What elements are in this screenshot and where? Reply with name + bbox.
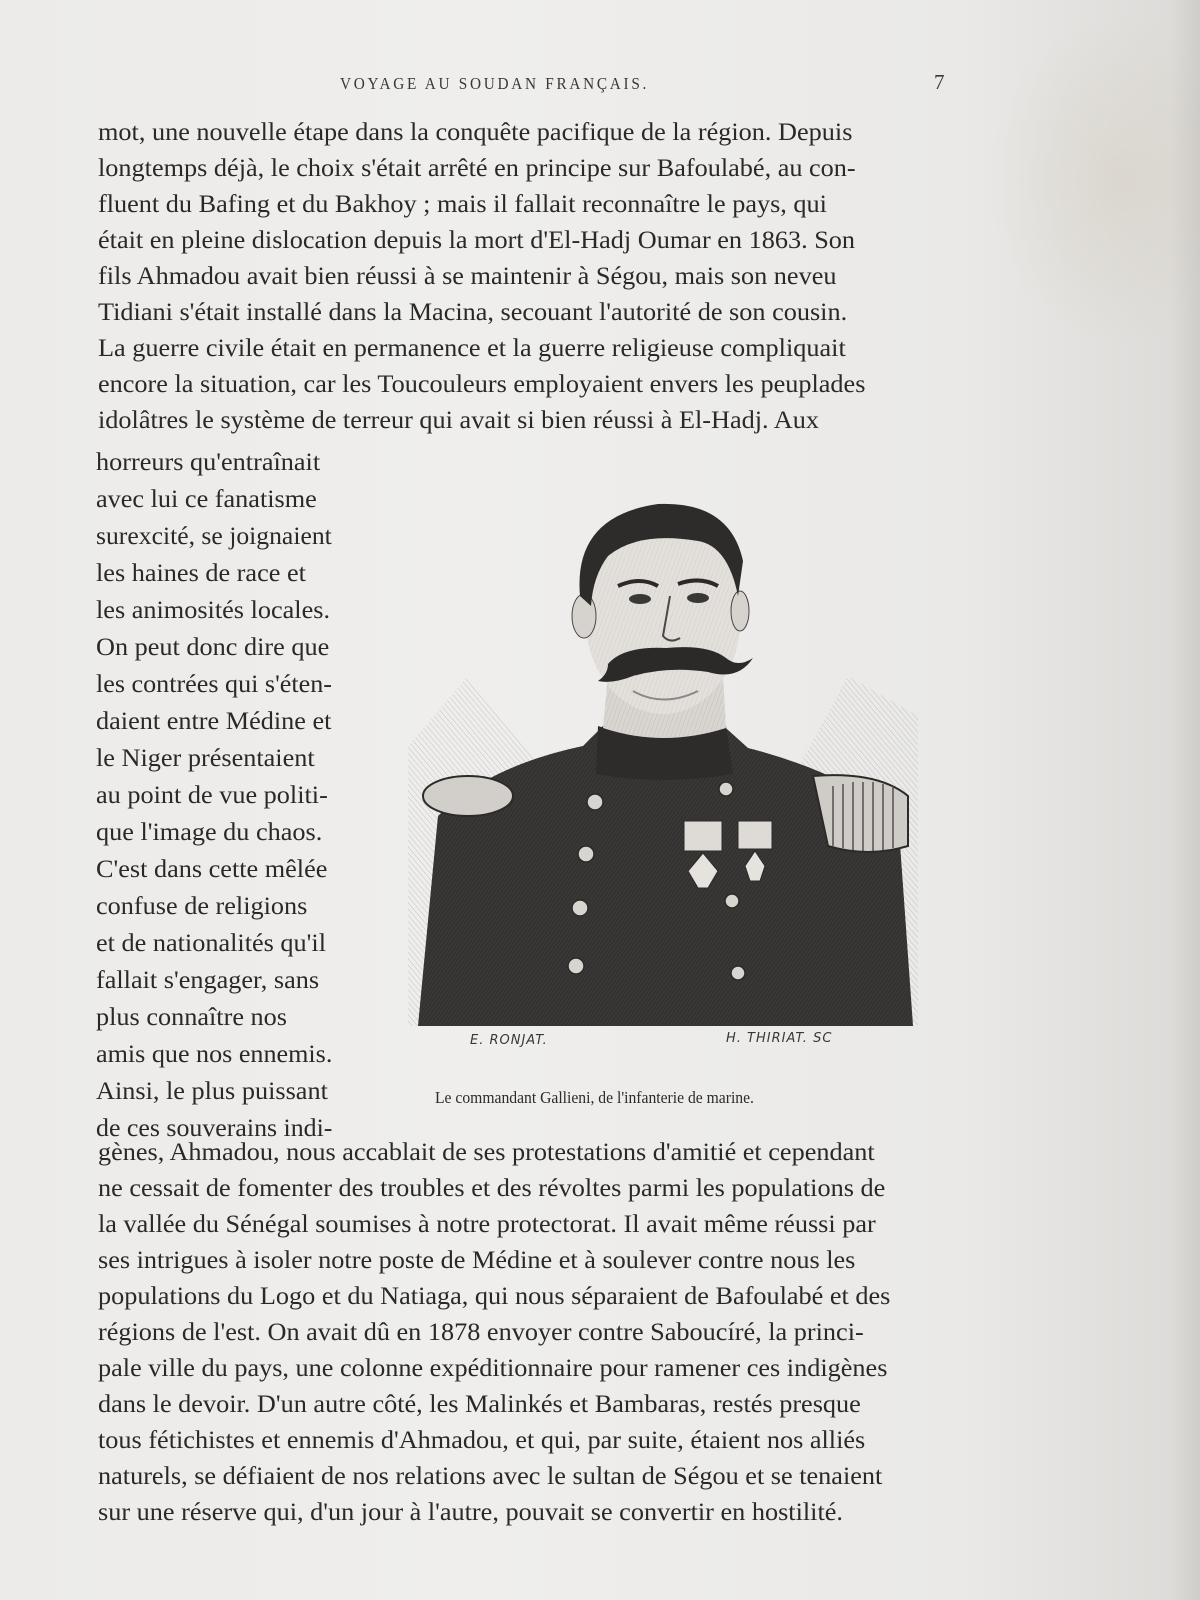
text-line: régions de l'est. On avait dû en 1878 envoyer contre Saboucíré, la princi- [98, 1319, 864, 1346]
page-edge-shadow [1170, 0, 1200, 1600]
text-line: les animosités locales. [96, 597, 331, 624]
text-line: de ces souverains indi- [96, 1115, 333, 1142]
text-line: et de nationalités qu'il [96, 930, 326, 957]
text-line: populations du Logo et du Natiaga, qui nous séparaient de Bafoulabé et des [98, 1283, 891, 1310]
portrait-illustration [408, 486, 918, 1036]
text-line: les contrées qui s'éten- [96, 671, 332, 698]
text-line: ne cessait de fomenter des troubles et des révoltes parmi les populations de [98, 1175, 886, 1202]
text-line: au point de vue politi- [96, 782, 328, 809]
text-line: plus connaître nos [96, 1004, 288, 1031]
figure-caption: Le commandant Gallieni, de l'infanterie de marine. [435, 1088, 754, 1107]
text-line: surexcité, se joignaient [96, 523, 332, 550]
text-line: longtemps déjà, le choix s'était arrêté en principe sur Bafoulabé, au con- [98, 155, 856, 182]
text-line: fallait s'engager, sans [96, 967, 320, 994]
text-line: Ainsi, le plus puissant [96, 1078, 328, 1105]
artist-signature: E. RONJAT. [470, 1033, 548, 1048]
text-line: La guerre civile était en permanence et la guerre religieuse compliquait [98, 335, 846, 362]
text-line: fluent du Bafing et du Bakhoy ; mais il fallait reconnaître le pays, qui [98, 191, 827, 218]
text-line: fils Ahmadou avait bien réussi à se maintenir à Ségou, mais son neveu [98, 263, 837, 290]
text-line: confuse de religions [96, 893, 308, 920]
text-line: que l'image du chaos. [96, 819, 323, 846]
text-line: les haines de race et [96, 560, 306, 587]
text-line: Tidiani s'était installé dans la Macina, secouant l'autorité de son cousin. [98, 299, 848, 326]
text-line: C'est dans cette mêlée [96, 856, 328, 883]
text-line: amis que nos ennemis. [96, 1041, 333, 1068]
text-line: le Niger présentaient [96, 745, 315, 772]
text-line: daient entre Médine et [96, 708, 332, 735]
text-line: était en pleine dislocation depuis la mort d'El-Hadj Oumar en 1863. Son [98, 227, 856, 254]
text-line: ses intrigues à isoler notre poste de Médine et à soulever contre nous les [98, 1247, 856, 1274]
text-line: avec lui ce fanatisme [96, 486, 317, 513]
portrait-engraving [408, 486, 918, 1036]
text-line: idolâtres le système de terreur qui avait si bien réussi à El-Hadj. Aux [98, 407, 819, 434]
page-number: 7 [934, 70, 945, 94]
running-head: VOYAGE AU SOUDAN FRANÇAIS. [340, 74, 650, 93]
text-line: naturels, se défiaient de nos relations avec le sultan de Ségou et se tenaient [98, 1463, 883, 1490]
text-line: tous fétichistes et ennemis d'Ahmadou, et qui, par suite, étaient nos alliés [98, 1427, 866, 1454]
text-line: pale ville du pays, une colonne expéditionnaire pour ramener ces indigènes [98, 1355, 888, 1382]
text-line: horreurs qu'entraînait [96, 449, 321, 476]
engraver-signature: H. THIRIAT. SC [726, 1031, 833, 1046]
text-line: dans le devoir. D'un autre côté, les Malinkés et Bambaras, restés presque [98, 1391, 861, 1418]
text-line: sur une réserve qui, d'un jour à l'autre, pouvait se convertir en hostilité. [98, 1499, 843, 1526]
text-line: la vallée du Sénégal soumises à notre protectorat. Il avait même réussi par [98, 1211, 876, 1238]
text-line: mot, une nouvelle étape dans la conquête pacifique de la région. Depuis [98, 119, 853, 146]
text-line: gènes, Ahmadou, nous accablait de ses protestations d'amitié et cependant [98, 1139, 875, 1166]
text-line: encore la situation, car les Toucouleurs employaient envers les peuplades [98, 371, 866, 398]
text-line: On peut donc dire que [96, 634, 330, 661]
